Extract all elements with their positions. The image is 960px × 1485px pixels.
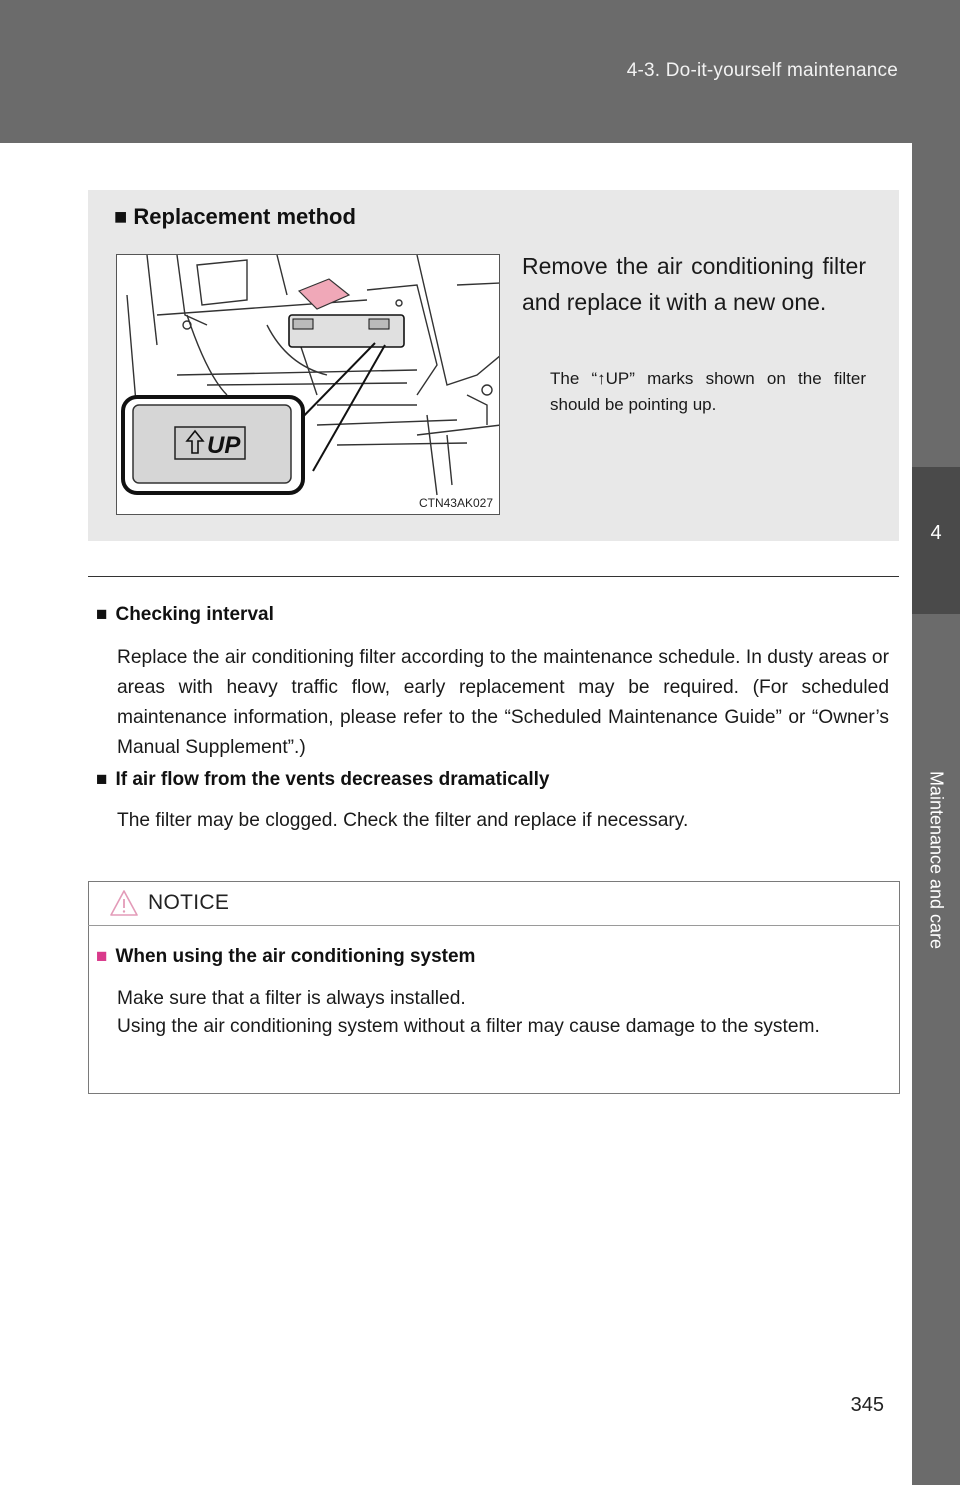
chapter-number: 4 (930, 522, 942, 544)
replacement-note: The “↑UP” marks shown on the filter should be pointing up. (550, 369, 866, 414)
filter-illustration (116, 254, 500, 515)
checking-body: Replace the air conditioning filter according to the maintenance schedule. In dusty areas or areas with heavy traffic flow, early replacement may be required. (For scheduled maintenance information, please refer to the “Scheduled Maintenance Guide” or “Owner’s Manual Supplement”.) (117, 647, 889, 758)
section-title: 4-3. Do-it-yourself maintenance (626, 60, 898, 81)
airflow-heading: ■ If air flow from the vents decreases dramatically (96, 769, 550, 790)
chapter-label: Maintenance and care (926, 770, 947, 950)
square-bullet-icon: ■ (96, 769, 108, 790)
square-bullet-icon: ■ (96, 604, 108, 625)
checking-heading: ■ Checking interval (96, 604, 274, 625)
page-number: 345 (850, 1394, 884, 1416)
section-divider (88, 576, 899, 577)
glovebox-diagram (117, 255, 500, 515)
notice-divider (88, 925, 900, 926)
notice-line-1: Make sure that a filter is always installed. (117, 988, 466, 1009)
notice-line-2: Using the air conditioning system without a filter may cause damage to the system. (117, 1016, 820, 1037)
warning-icon (109, 889, 139, 917)
up-mark: UP (207, 432, 241, 459)
page-header (0, 0, 960, 143)
figure-code: CTN43AK027 (418, 496, 493, 510)
notice-title: NOTICE (148, 891, 230, 914)
replacement-heading: ■ Replacement method (114, 204, 356, 229)
square-bullet-icon: ■ (96, 946, 108, 967)
notice-heading: ■ When using the air conditioning system (96, 946, 476, 967)
replacement-instruction: Remove the air conditioning filter and replace it with a new one. (522, 253, 866, 315)
airflow-body: The filter may be clogged. Check the filter and replace if necessary. (117, 810, 689, 831)
square-bullet-icon: ■ (114, 204, 134, 229)
